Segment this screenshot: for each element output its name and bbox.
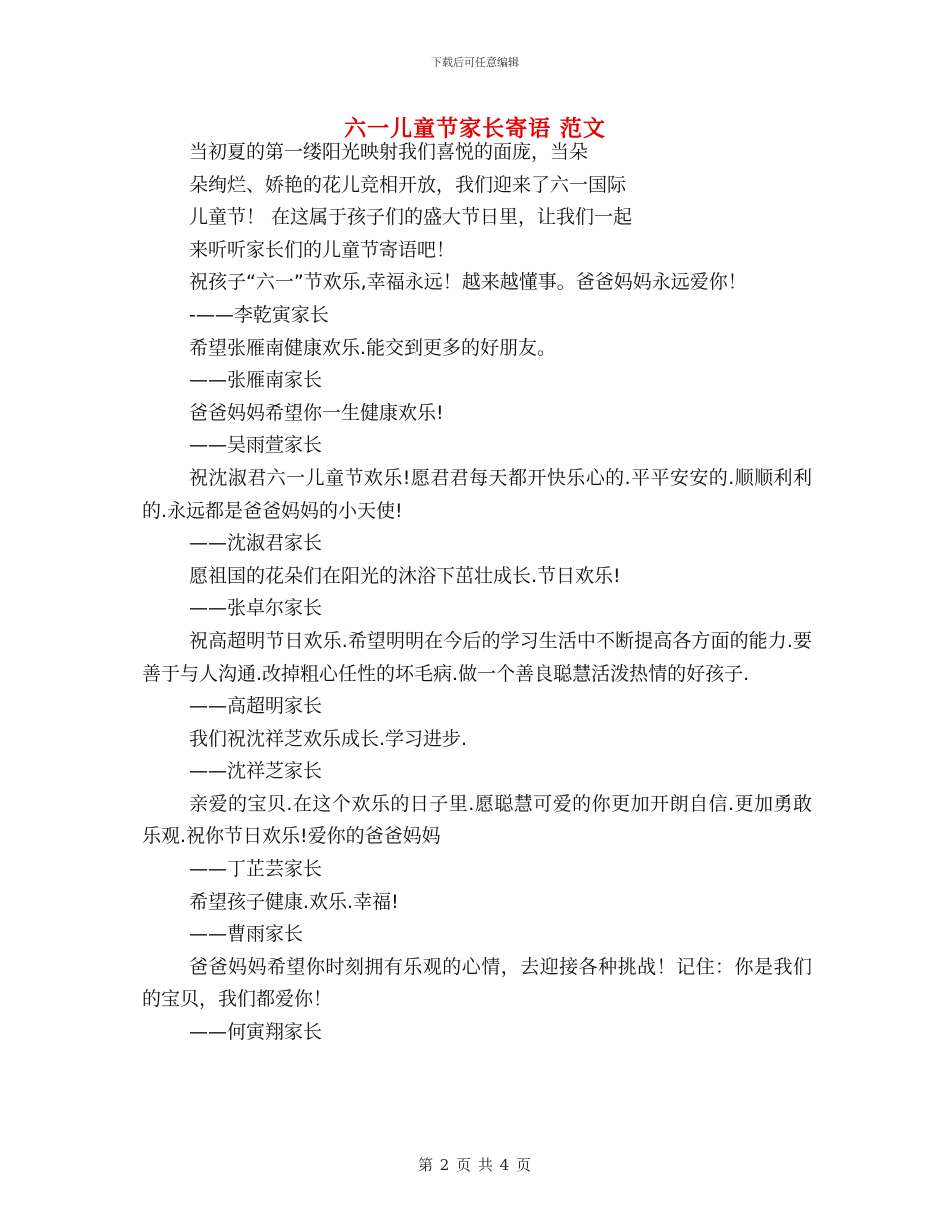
intro-line: 儿童节！ 在这属于孩子们的盛大节日里，让我们一起 [189, 206, 633, 229]
message-signature: -——李乾寅家长 [189, 303, 329, 326]
header-note: 下载后可任意编辑 [431, 56, 519, 69]
message-signature: ——吴雨萱家长 [189, 434, 323, 457]
intro-line: 朵绚烂、娇艳的花儿竞相开放，我们迎来了六一国际 [189, 173, 627, 196]
document-title: 六一儿童节家长寄语 范文 [344, 117, 606, 142]
message-signature: ——沈淑君家长 [189, 532, 323, 555]
page-number: 第 2 页 共 4 页 [418, 1156, 532, 1174]
intro-line: 当初夏的第一缕阳光映射我们喜悦的面庞，当朵 [189, 141, 589, 163]
message-text: 希望孩子健康.欢乐.幸福! [189, 890, 399, 913]
message-text: 希望张雁南健康欢乐.能交到更多的好朋友。 [189, 336, 557, 359]
message-signature: ——张卓尔家长 [189, 597, 323, 620]
message-text: 祝沈淑君六一儿童节欢乐!愿君君每天都开快乐心的.平平安安的.顺顺利利的.永远都是爸爸妈妈的小天使! [142, 466, 812, 522]
message-signature: ——曹雨家长 [189, 923, 304, 946]
message-text: 爸爸妈妈希望你时刻拥有乐观的心情，去迎接各种挑战！记住：你是我们的宝贝，我们都爱你！ [142, 955, 812, 1011]
message-text: 我们祝沈祥芝欢乐成长.学习进步. [189, 727, 468, 750]
message-text: 爸爸妈妈希望你一生健康欢乐! [189, 401, 444, 424]
message-text: 祝孩子“六一”节欢乐,幸福永远！越来越懂事。爸爸妈妈永远爱你！ [189, 271, 747, 294]
message-signature: ——沈祥芝家长 [189, 760, 323, 783]
message-signature: ——高超明家长 [189, 695, 323, 718]
message-text: 愿祖国的花朵们在阳光的沐浴下茁壮成长.节日欢乐! [189, 564, 621, 587]
message-signature: ——丁芷芸家长 [189, 858, 323, 881]
message-text: 亲爱的宝贝.在这个欢乐的日子里.愿聪慧可爱的你更加开朗自信.更加勇敢乐观.祝你节日欢乐!爱你的爸爸妈妈 [142, 792, 812, 848]
message-signature: ——张雁南家长 [189, 369, 323, 392]
intro-line: 来听听家长们的儿童节寄语吧！ [189, 238, 456, 261]
message-text: 祝高超明节日欢乐.希望明明在今后的学习生活中不断提高各方面的能力.要善于与人沟通.改掉粗心任性的坏毛病.做一个善良聪慧活泼热情的好孩子. [142, 629, 812, 685]
document-body [142, 136, 812, 1049]
message-signature: ——何寅翔家长 [189, 1021, 323, 1044]
